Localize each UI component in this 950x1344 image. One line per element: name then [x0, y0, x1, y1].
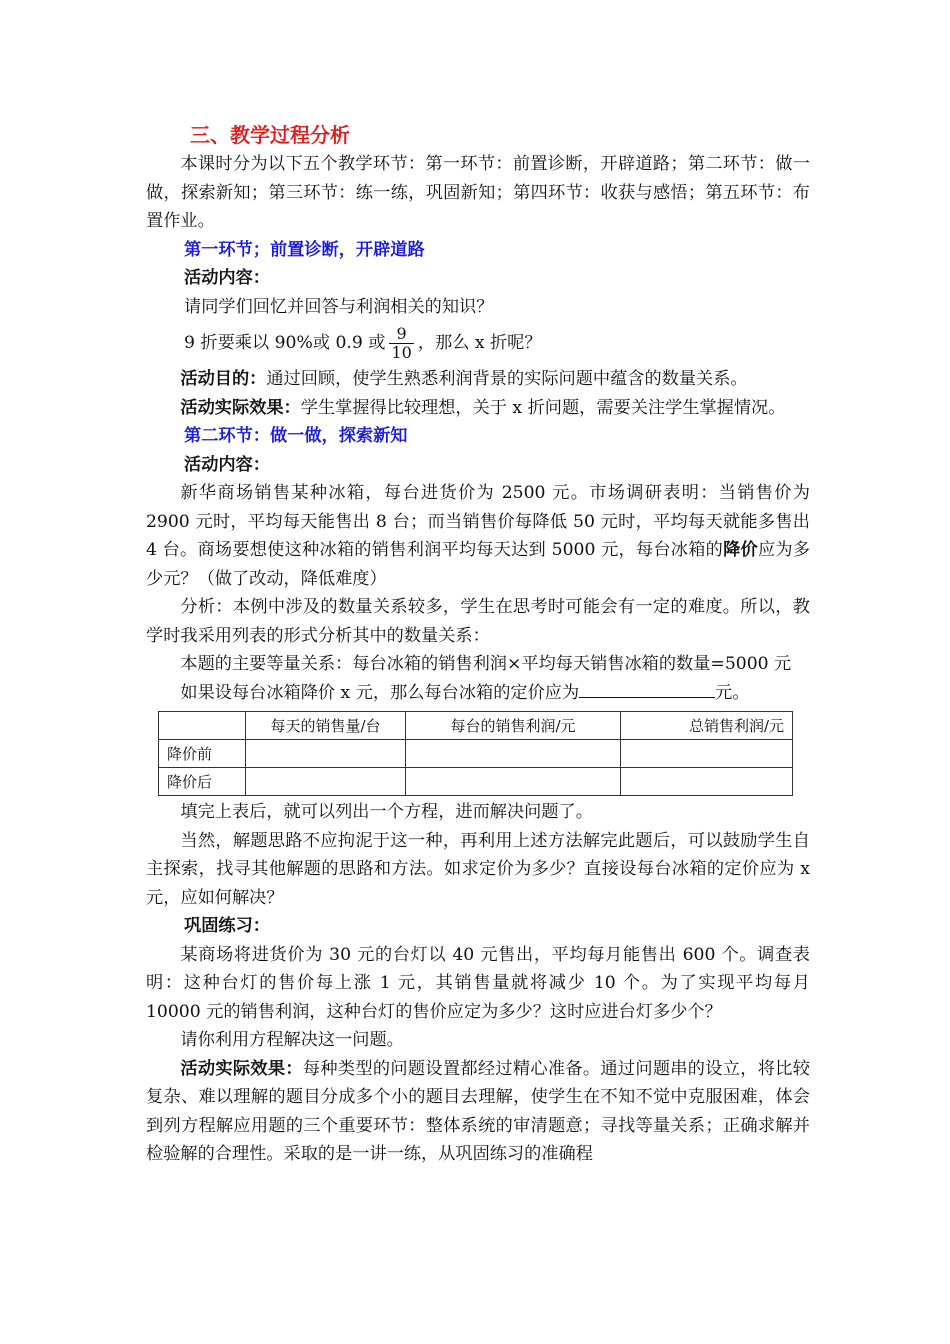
practice-text: 某商场将进货价为 30 元的台灯以 40 元售出，平均每月能售出 600 个。调查表明：这种台灯的售价每上涨 1 元，其销售量就将减少 10 个。为了实现平均每月 10000 元的销售利润，这种台灯的售价应定为多少？这时应进台灯多少个？: [146, 944, 810, 1022]
intro-paragraph: 本课时分为以下五个教学环节：第一环节：前置诊断，开辟道路；第二环节：做一做，探索新知；第三环节：练一练，巩固新知；第四环节：收获与感悟；第五环节：布置作业。: [146, 154, 810, 231]
formula-before: 9 折要乘以 90%或 0.9 或: [184, 332, 386, 353]
effect-text: 每种类型的问题设置都经过精心准备。通过问题串的设立，将比较复杂、难以理解的题目分成多个小的题目去理解，使学生在不知不觉中克服困难，体会到列方程解应用题的三个重要环节：整体系统的审清题意；寻找等量关系；正确求解并检验解的合理性。采取的是一讲一练，从巩固练习的准确程: [146, 1058, 810, 1164]
table-row-label: 降价后: [159, 768, 246, 796]
practice-prompt: 请你利用方程解决这一问题。: [180, 1030, 404, 1050]
formula-after: ，那么 x 折呢？: [417, 332, 542, 353]
stage1-content-label: 活动内容：: [184, 268, 270, 288]
after-table-text: 填完上表后，就可以列出一个方程，进而解决问题了。: [180, 802, 593, 822]
table-cell: [406, 768, 621, 796]
table-header-cell: 总销售利润/元: [621, 712, 793, 740]
fraction: [389, 325, 413, 362]
table-cell: [246, 768, 406, 796]
table-row: [159, 768, 793, 796]
table-header-cell: 每天的销售量/台: [246, 712, 406, 740]
stage1-effect: [146, 394, 810, 423]
document-page: [146, 120, 810, 1169]
practice-label: 巩固练习：: [184, 916, 270, 936]
table-cell: [406, 740, 621, 768]
stage2-content-label: 活动内容：: [184, 454, 270, 475]
problem-part1: 新华商场销售某种冰箱，每台进货价为 2500 元。市场调研表明：当销售价为 2900 元时，平均每天能售出 8 台；而当销售价每降低 50 元时，平均每天就能多售出 4 台。商场要想使这种冰箱的销售利润平均每天达到 5000 元，每台冰箱的: [146, 483, 810, 560]
extension-text: 当然，解题思路不应拘泥于这一种，再利用上述方法解完此题后，可以鼓励学生自主探索，找寻其他解题的思路和方法。如求定价为多少？直接设每台冰箱的定价应为 x 元，应如何解决？: [146, 830, 810, 908]
stage2-heading: 第二环节：做一做，探索新知: [184, 426, 408, 446]
stage2-assume: [146, 679, 810, 708]
stage1-heading: 第一环节；前置诊断，开辟道路: [184, 239, 425, 260]
table-header-cell: 每台的销售利润/元: [406, 712, 621, 740]
fraction-denominator: 10: [391, 342, 412, 362]
problem-bold: 降价: [723, 540, 758, 560]
effect-label: 活动实际效果：: [180, 1058, 303, 1079]
fraction-numerator: 9: [396, 323, 407, 343]
stage2-problem: [146, 479, 810, 593]
stage1-question: 请同学们回忆并回答与利润相关的知识？: [184, 296, 494, 317]
stage1-purpose: [146, 365, 810, 394]
table-row: [159, 740, 793, 768]
purpose-text: 通过回顾，使学生熟悉利润背景的实际问题中蕴含的数量关系。: [266, 369, 748, 389]
analysis-table: [158, 711, 793, 796]
assume-after: 元。: [715, 682, 750, 703]
problem-part2: 应为多少元？（做了改动，降低难度）: [146, 540, 810, 589]
table-header-row: [159, 712, 793, 740]
section-title: 三、教学过程分析: [190, 123, 350, 147]
purpose-label: 活动目的：: [180, 369, 267, 389]
effect-label: 活动实际效果：: [180, 397, 301, 418]
stage2-effect: [146, 1055, 810, 1169]
effect-text: 学生掌握得比较理想，关于 x 折问题，需要关注学生掌握情况。: [300, 397, 786, 418]
fraction-line: [146, 321, 810, 365]
table-row-label: 降价前: [159, 740, 246, 768]
table-header-cell: [159, 712, 246, 740]
table-cell: [246, 740, 406, 768]
stage2-analysis: 分析：本例中涉及的数量关系较多，学生在思考时可能会有一定的难度。所以，教学时我采用列表的形式分析其中的数量关系：: [146, 597, 810, 646]
table-cell: [621, 768, 793, 796]
answer-blank: [579, 679, 715, 698]
table-cell: [621, 740, 793, 768]
stage2-relation: 本题的主要等量关系：每台冰箱的销售利润×平均每天销售冰箱的数量=5000 元: [180, 654, 792, 674]
assume-before: 如果设每台冰箱降价 x 元，那么每台冰箱的定价应为: [180, 682, 580, 703]
